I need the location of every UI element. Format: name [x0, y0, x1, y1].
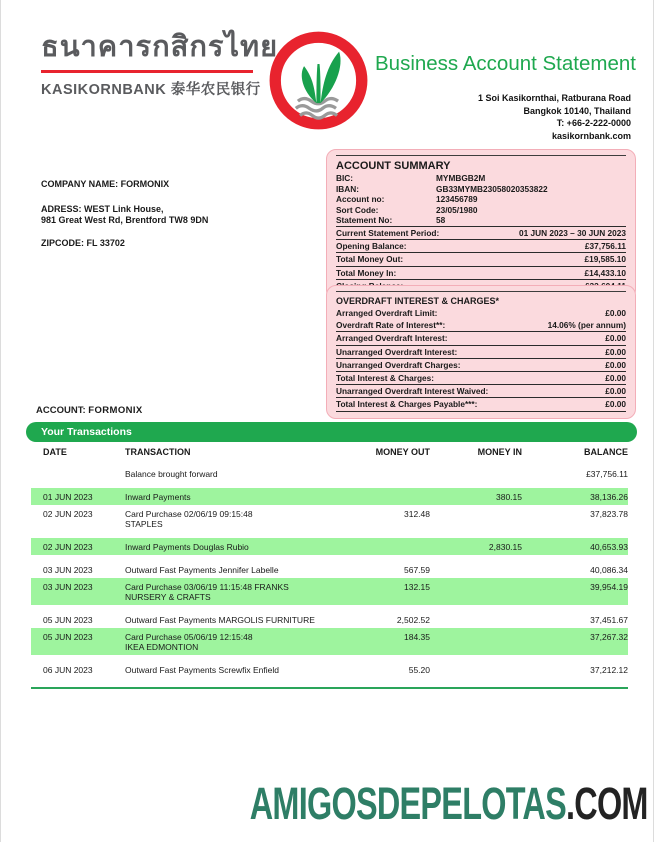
transaction-money-out: 2,502.52 — [396, 615, 430, 625]
company-address-line1: ADRESS: WEST Link House, — [41, 204, 164, 214]
overdraft-row — [336, 331, 626, 344]
table-row — [31, 561, 628, 578]
transaction-money-out: 184.35 — [404, 632, 430, 642]
transaction-description — [125, 469, 340, 479]
summary-value: GB33MYMB23058020353822 — [436, 183, 548, 194]
company-info-block — [41, 179, 208, 249]
transaction-date: 05 JUN 2023 — [43, 615, 93, 625]
watermark-suffix-text: .COM — [566, 778, 648, 829]
transaction-date: 06 JUN 2023 — [43, 665, 93, 675]
bank-address-line: Bangkok 10140, Thailand — [523, 105, 631, 116]
bank-phone: T: +66-2-222-0000 — [556, 118, 631, 128]
summary-total-row — [336, 266, 626, 279]
summary-label: Total Money Out: — [336, 254, 404, 265]
description-line1: Card Purchase 05/06/19 12:15:48 — [125, 632, 253, 642]
summary-value: 01 JUN 2023 – 30 JUN 2023 — [518, 227, 626, 238]
summary-label: Current Statement Period: — [336, 227, 440, 238]
bank-name-english: KASIKORNBANK 泰华农民银行 — [41, 82, 261, 98]
overdraft-charges-box — [326, 285, 636, 419]
overdraft-label: Arranged Overdraft Limit: — [336, 308, 438, 318]
description-line2: IKEA EDMONTION — [125, 642, 199, 652]
bank-name-thai: ธนาคารกสิกรไทย — [41, 31, 279, 63]
company-name: COMPANY NAME: FORMONIX — [41, 179, 170, 189]
summary-value: 58 — [436, 215, 446, 226]
watermark — [250, 778, 648, 830]
description-line1: Card Purchase 03/06/19 11:15:48 FRANKS — [125, 582, 289, 592]
overdraft-label: Overdraft Rate of Interest**: — [336, 320, 446, 331]
transaction-balance: 40,086.34 — [590, 565, 628, 575]
transaction-money-out: 55.20 — [408, 665, 430, 675]
description-line1: Inward Payments — [125, 492, 191, 502]
description-line1: Outward Fast Payments Jennifer Labelle — [125, 565, 279, 575]
overdraft-label: Unarranged Overdraft Interest Waived: — [336, 386, 489, 397]
overdraft-row — [336, 371, 626, 384]
table-header-row — [31, 447, 628, 459]
overdraft-value: £0.00 — [605, 399, 626, 410]
transaction-balance: 37,451.67 — [590, 615, 628, 625]
overdraft-row — [336, 319, 626, 331]
summary-info-row — [336, 173, 626, 184]
table-body — [31, 465, 628, 678]
transaction-money-out: 567.59 — [404, 565, 430, 575]
table-row — [31, 488, 628, 505]
transaction-date: 01 JUN 2023 — [43, 492, 93, 502]
transaction-balance: 37,823.78 — [590, 509, 628, 519]
transaction-money-in: 380.15 — [496, 492, 522, 502]
company-zipcode: ZIPCODE: FL 33702 — [41, 238, 125, 248]
company-address-line2: 981 Great West Rd, Brentford TW8 9DN — [41, 215, 209, 225]
account-label: ACCOUNT: — [36, 405, 86, 416]
summary-label: BIC: — [336, 173, 354, 183]
transaction-balance: 39,954.19 — [590, 582, 628, 592]
description-line2: STAPLES — [125, 519, 163, 529]
summary-label: Statement No: — [336, 215, 393, 226]
overdraft-label: Unarranged Overdraft Interest: — [336, 346, 458, 357]
transaction-description — [125, 665, 340, 675]
overdraft-top-rule — [336, 291, 626, 292]
bank-address-block — [478, 92, 631, 142]
transaction-description — [125, 492, 340, 502]
overdraft-label: Total Interest & Charges: — [336, 373, 435, 384]
description-line1: Outward Fast Payments Screwfix Enfield — [125, 665, 280, 675]
overdraft-value: £0.00 — [605, 308, 626, 318]
summary-label: Account no: — [336, 194, 385, 205]
summary-value: £37,756.11 — [584, 241, 626, 252]
transaction-balance: 40,653.93 — [590, 542, 628, 552]
summary-value: MYMBGB2M — [436, 173, 486, 183]
summary-top-rule — [336, 155, 626, 156]
transaction-description — [125, 615, 340, 625]
table-row — [31, 505, 628, 532]
summary-label: IBAN: — [336, 183, 360, 194]
overdraft-value: £0.00 — [605, 333, 626, 344]
overdraft-title: OVERDRAFT INTEREST & CHARGES* — [336, 296, 500, 306]
summary-info-row — [336, 205, 626, 216]
overdraft-value: £0.00 — [605, 346, 626, 357]
table-end-rule — [31, 687, 628, 689]
overdraft-row — [336, 397, 626, 411]
overdraft-value: 14.06% (per annum) — [547, 320, 626, 331]
transaction-date: 05 JUN 2023 — [43, 632, 93, 642]
transaction-description — [125, 632, 340, 652]
watermark-main-text: AMIGOSDEPELOTAS — [250, 778, 567, 829]
column-header-balance: BALANCE — [584, 447, 628, 457]
table-row — [31, 538, 628, 555]
column-header-transaction: TRANSACTION — [125, 447, 191, 457]
transaction-description — [125, 582, 340, 602]
transaction-date: 03 JUN 2023 — [43, 582, 93, 592]
transactions-section-header: Your Transactions — [26, 422, 637, 442]
description-line1: Balance brought forward — [125, 469, 218, 479]
summary-total-row — [336, 252, 626, 265]
summary-info-row — [336, 184, 626, 195]
description-line1: Inward Payments Douglas Rubio — [125, 542, 249, 552]
bank-website: kasikornbank.com — [551, 130, 631, 141]
overdraft-label: Arranged Overdraft Interest: — [336, 333, 448, 344]
kasikornbank-sprout-logo-icon — [267, 29, 370, 132]
summary-value: 123456789 — [436, 194, 478, 205]
summary-info-row — [336, 194, 626, 205]
bank-logo-block — [41, 26, 278, 99]
table-row — [31, 578, 628, 605]
overdraft-row — [336, 384, 626, 397]
transactions-table — [31, 447, 628, 689]
transaction-balance: £37,756.11 — [586, 469, 628, 479]
transaction-money-out: 312.48 — [404, 509, 430, 519]
logo-red-underline — [41, 70, 253, 73]
summary-label: Opening Balance: — [336, 241, 407, 252]
summary-value: 23/05/1980 — [436, 204, 478, 215]
transaction-description — [125, 565, 340, 575]
overdraft-row — [336, 307, 626, 319]
account-owner-line — [36, 405, 143, 416]
transaction-description — [125, 509, 340, 529]
statement-title: Business Account Statement — [375, 52, 636, 75]
table-row — [31, 465, 628, 482]
transaction-money-in: 2,830.15 — [488, 542, 522, 552]
description-line1: Card Purchase 02/06/19 09:15:48 — [125, 509, 253, 519]
column-header-money-out: MONEY OUT — [375, 447, 430, 457]
overdraft-value: £0.00 — [605, 373, 626, 384]
transaction-balance: 38,136.26 — [590, 492, 628, 502]
description-line1: Outward Fast Payments MARGOLIS FURNITURE — [125, 615, 315, 625]
table-row — [31, 611, 628, 628]
overdraft-row — [336, 345, 626, 358]
summary-total-row — [336, 226, 626, 239]
summary-value: £14,433.10 — [584, 267, 626, 278]
summary-label: Total Money In: — [336, 267, 397, 278]
overdraft-value: £0.00 — [605, 359, 626, 370]
transaction-balance: 37,212.12 — [590, 665, 628, 675]
transaction-balance: 37,267.32 — [590, 632, 628, 642]
transaction-date: 02 JUN 2023 — [43, 542, 93, 552]
table-row — [31, 661, 628, 678]
overdraft-label: Total Interest & Charges Payable***: — [336, 399, 478, 410]
account-summary-title: ACCOUNT SUMMARY — [336, 160, 451, 172]
column-header-money-in: MONEY IN — [477, 447, 522, 457]
column-header-date: DATE — [43, 447, 67, 457]
overdraft-row — [336, 358, 626, 371]
account-name: FORMONIX — [88, 405, 143, 416]
transaction-money-out: 132.15 — [404, 582, 430, 592]
transaction-description — [125, 542, 340, 552]
summary-value: £19,585.10 — [584, 254, 626, 265]
table-row — [31, 628, 628, 655]
bank-address-line: 1 Soi Kasikornthai, Ratburana Road — [477, 93, 631, 103]
summary-info-row — [336, 215, 626, 226]
transaction-date: 02 JUN 2023 — [43, 509, 93, 519]
overdraft-label: Unarranged Overdraft Charges: — [336, 359, 461, 370]
summary-total-row — [336, 239, 626, 252]
transaction-date: 03 JUN 2023 — [43, 565, 93, 575]
overdraft-value: £0.00 — [605, 386, 626, 397]
description-line2: NURSERY & CRAFTS — [125, 592, 211, 602]
account-summary-box — [326, 149, 636, 300]
summary-label: Sort Code: — [336, 204, 379, 215]
